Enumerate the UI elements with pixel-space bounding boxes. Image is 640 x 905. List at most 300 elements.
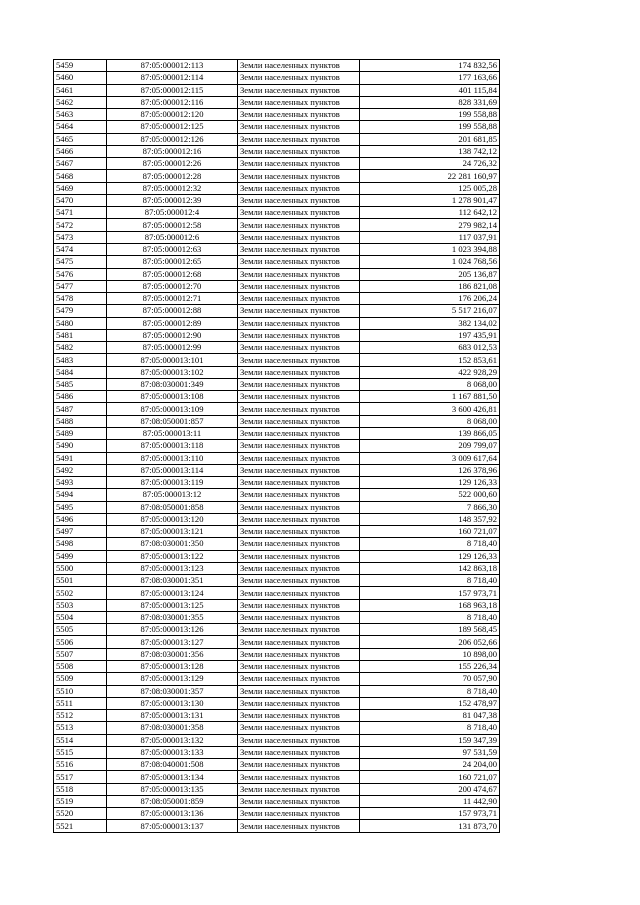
land-category-cell: Земли населенных пунктов	[238, 599, 360, 611]
land-category-cell: Земли населенных пунктов	[238, 710, 360, 722]
table-row	[54, 526, 500, 538]
table-row	[54, 808, 500, 820]
cadastral-number-cell: 87:05:000013:121	[107, 526, 238, 538]
cadastral-value-cell: 201 681,85	[360, 133, 500, 145]
land-category-cell: Земли населенных пунктов	[238, 231, 360, 243]
cadastral-value-cell: 205 136,87	[360, 268, 500, 280]
cadastral-number-cell: 87:05:000012:71	[107, 293, 238, 305]
cadastral-number-cell: 87:05:000013:109	[107, 403, 238, 415]
table-row	[54, 783, 500, 795]
table-row	[54, 329, 500, 341]
row-number-cell: 5512	[54, 710, 107, 722]
cadastral-value-cell: 189 568,45	[360, 624, 500, 636]
cadastral-number-cell: 87:05:000012:116	[107, 96, 238, 108]
table-row	[54, 133, 500, 145]
row-number-cell: 5474	[54, 243, 107, 255]
land-category-cell: Земли населенных пунктов	[238, 526, 360, 538]
land-category-cell: Земли населенных пунктов	[238, 403, 360, 415]
cadastral-value-cell: 24 204,00	[360, 759, 500, 771]
land-category-cell: Земли населенных пунктов	[238, 133, 360, 145]
cadastral-number-cell: 87:05:000012:99	[107, 342, 238, 354]
land-category-cell: Земли населенных пунктов	[238, 293, 360, 305]
cadastral-number-cell: 87:05:000012:70	[107, 280, 238, 292]
cadastral-value-cell: 70 057,90	[360, 673, 500, 685]
cadastral-value-cell: 828 331,69	[360, 96, 500, 108]
cadastral-value-cell: 683 012,53	[360, 342, 500, 354]
cadastral-value-cell: 177 163,66	[360, 72, 500, 84]
cadastral-number-cell: 87:05:000013:127	[107, 636, 238, 648]
table-row	[54, 72, 500, 84]
table-row	[54, 342, 500, 354]
table-row	[54, 734, 500, 746]
cadastral-number-cell: 87:05:000012:4	[107, 207, 238, 219]
cadastral-number-cell: 87:05:000013:124	[107, 587, 238, 599]
cadastral-value-cell: 157 973,71	[360, 587, 500, 599]
cadastral-value-cell: 159 347,39	[360, 734, 500, 746]
land-category-cell: Земли населенных пунктов	[238, 72, 360, 84]
row-number-cell: 5500	[54, 562, 107, 574]
table-row	[54, 378, 500, 390]
row-number-cell: 5461	[54, 84, 107, 96]
land-category-cell: Земли населенных пунктов	[238, 378, 360, 390]
cadastral-number-cell: 87:05:000013:134	[107, 771, 238, 783]
land-category-cell: Земли населенных пунктов	[238, 673, 360, 685]
table-row	[54, 489, 500, 501]
row-number-cell: 5516	[54, 759, 107, 771]
cadastral-value-cell: 197 435,91	[360, 329, 500, 341]
land-category-cell: Земли населенных пунктов	[238, 636, 360, 648]
cadastral-number-cell: 87:05:000012:6	[107, 231, 238, 243]
table-row	[54, 96, 500, 108]
row-number-cell: 5480	[54, 317, 107, 329]
land-category-cell: Земли населенных пунктов	[238, 452, 360, 464]
row-number-cell: 5519	[54, 795, 107, 807]
land-category-cell: Земли населенных пунктов	[238, 795, 360, 807]
land-category-cell: Земли населенных пунктов	[238, 194, 360, 206]
cadastral-value-cell: 152 853,61	[360, 354, 500, 366]
table-row	[54, 121, 500, 133]
cadastral-value-cell: 131 873,70	[360, 820, 500, 832]
row-number-cell: 5497	[54, 526, 107, 538]
row-number-cell: 5504	[54, 611, 107, 623]
row-number-cell: 5496	[54, 513, 107, 525]
cadastral-value-cell: 279 982,14	[360, 219, 500, 231]
row-number-cell: 5472	[54, 219, 107, 231]
land-category-cell: Земли населенных пунктов	[238, 624, 360, 636]
cadastral-value-cell: 8 068,00	[360, 415, 500, 427]
cadastral-number-cell: 87:05:000013:137	[107, 820, 238, 832]
cadastral-value-table	[53, 59, 500, 833]
cadastral-value-cell: 8 718,40	[360, 538, 500, 550]
cadastral-value-cell: 522 000,60	[360, 489, 500, 501]
cadastral-value-cell: 155 226,34	[360, 661, 500, 673]
cadastral-value-cell: 22 281 160,97	[360, 170, 500, 182]
table-row	[54, 611, 500, 623]
cadastral-number-cell: 87:05:000012:63	[107, 243, 238, 255]
cadastral-number-cell: 87:05:000012:114	[107, 72, 238, 84]
land-category-cell: Земли населенных пунктов	[238, 648, 360, 660]
land-category-cell: Земли населенных пунктов	[238, 501, 360, 513]
land-category-cell: Земли населенных пунктов	[238, 427, 360, 439]
land-category-cell: Земли населенных пунктов	[238, 820, 360, 832]
cadastral-number-cell: 87:05:000012:120	[107, 109, 238, 121]
row-number-cell: 5501	[54, 575, 107, 587]
table-row	[54, 710, 500, 722]
land-category-cell: Земли населенных пунктов	[238, 145, 360, 157]
table-row	[54, 513, 500, 525]
cadastral-value-cell: 129 126,33	[360, 550, 500, 562]
cadastral-number-cell: 87:05:000013:122	[107, 550, 238, 562]
cadastral-number-cell: 87:05:000012:28	[107, 170, 238, 182]
row-number-cell: 5465	[54, 133, 107, 145]
cadastral-value-cell: 112 642,12	[360, 207, 500, 219]
table-row	[54, 636, 500, 648]
table-row	[54, 464, 500, 476]
row-number-cell: 5477	[54, 280, 107, 292]
row-number-cell: 5481	[54, 329, 107, 341]
cadastral-number-cell: 87:05:000012:125	[107, 121, 238, 133]
cadastral-value-cell: 206 052,66	[360, 636, 500, 648]
land-category-cell: Земли населенных пунктов	[238, 722, 360, 734]
land-category-cell: Земли населенных пунктов	[238, 575, 360, 587]
cadastral-number-cell: 87:05:000012:58	[107, 219, 238, 231]
table-row	[54, 293, 500, 305]
land-category-cell: Земли населенных пунктов	[238, 685, 360, 697]
land-category-cell: Земли населенных пунктов	[238, 342, 360, 354]
row-number-cell: 5488	[54, 415, 107, 427]
row-number-cell: 5520	[54, 808, 107, 820]
land-category-cell: Земли населенных пунктов	[238, 746, 360, 758]
table-row	[54, 440, 500, 452]
cadastral-value-cell: 168 963,18	[360, 599, 500, 611]
land-category-cell: Земли населенных пунктов	[238, 96, 360, 108]
row-number-cell: 5476	[54, 268, 107, 280]
cadastral-value-cell: 209 799,07	[360, 440, 500, 452]
row-number-cell: 5495	[54, 501, 107, 513]
row-number-cell: 5518	[54, 783, 107, 795]
cadastral-value-cell: 125 005,28	[360, 182, 500, 194]
cadastral-number-cell: 87:08:050001:858	[107, 501, 238, 513]
cadastral-value-cell: 382 134,02	[360, 317, 500, 329]
row-number-cell: 5510	[54, 685, 107, 697]
cadastral-number-cell: 87:05:000013:101	[107, 354, 238, 366]
land-category-cell: Земли населенных пунктов	[238, 219, 360, 231]
cadastral-number-cell: 87:05:000012:113	[107, 60, 238, 72]
table-row	[54, 109, 500, 121]
cadastral-number-cell: 87:05:000012:26	[107, 158, 238, 170]
table-row	[54, 194, 500, 206]
row-number-cell: 5462	[54, 96, 107, 108]
cadastral-number-cell: 87:08:030001:356	[107, 648, 238, 660]
land-category-cell: Земли населенных пунктов	[238, 550, 360, 562]
cadastral-number-cell: 87:05:000013:102	[107, 366, 238, 378]
land-category-cell: Земли населенных пунктов	[238, 354, 360, 366]
table-row	[54, 648, 500, 660]
row-number-cell: 5505	[54, 624, 107, 636]
row-number-cell: 5469	[54, 182, 107, 194]
table-row	[54, 60, 500, 72]
cadastral-value-cell: 138 742,12	[360, 145, 500, 157]
row-number-cell: 5503	[54, 599, 107, 611]
table-row	[54, 501, 500, 513]
cadastral-value-cell: 7 866,30	[360, 501, 500, 513]
land-category-cell: Земли населенных пунктов	[238, 207, 360, 219]
cadastral-value-cell: 160 721,07	[360, 526, 500, 538]
cadastral-value-cell: 8 068,00	[360, 378, 500, 390]
table-row	[54, 182, 500, 194]
cadastral-value-cell: 152 478,97	[360, 697, 500, 709]
table-row	[54, 158, 500, 170]
cadastral-number-cell: 87:05:000013:129	[107, 673, 238, 685]
land-category-cell: Земли населенных пунктов	[238, 562, 360, 574]
cadastral-number-cell: 87:05:000012:126	[107, 133, 238, 145]
cadastral-value-cell: 3 009 617,64	[360, 452, 500, 464]
row-number-cell: 5492	[54, 464, 107, 476]
cadastral-value-cell: 24 726,32	[360, 158, 500, 170]
cadastral-value-cell: 129 126,33	[360, 477, 500, 489]
row-number-cell: 5479	[54, 305, 107, 317]
row-number-cell: 5509	[54, 673, 107, 685]
land-category-cell: Земли населенных пунктов	[238, 109, 360, 121]
cadastral-number-cell: 87:05:000013:114	[107, 464, 238, 476]
row-number-cell: 5484	[54, 366, 107, 378]
table-row	[54, 207, 500, 219]
row-number-cell: 5470	[54, 194, 107, 206]
table-row	[54, 305, 500, 317]
cadastral-number-cell: 87:08:030001:358	[107, 722, 238, 734]
cadastral-value-cell: 160 721,07	[360, 771, 500, 783]
table-row	[54, 722, 500, 734]
cadastral-value-cell: 142 863,18	[360, 562, 500, 574]
cadastral-value-cell: 1 167 881,50	[360, 391, 500, 403]
row-number-cell: 5478	[54, 293, 107, 305]
row-number-cell: 5493	[54, 477, 107, 489]
land-category-cell: Земли населенных пунктов	[238, 121, 360, 133]
cadastral-number-cell: 87:05:000013:123	[107, 562, 238, 574]
table-row	[54, 599, 500, 611]
table-row	[54, 84, 500, 96]
land-category-cell: Земли населенных пунктов	[238, 661, 360, 673]
cadastral-number-cell: 87:05:000012:32	[107, 182, 238, 194]
table-row	[54, 243, 500, 255]
land-category-cell: Земли населенных пунктов	[238, 611, 360, 623]
cadastral-number-cell: 87:05:000013:118	[107, 440, 238, 452]
cadastral-value-cell: 1 023 394,88	[360, 243, 500, 255]
table-row	[54, 317, 500, 329]
land-category-cell: Земли населенных пунктов	[238, 256, 360, 268]
cadastral-value-cell: 174 832,56	[360, 60, 500, 72]
table-body	[54, 60, 500, 833]
cadastral-number-cell: 87:08:050001:857	[107, 415, 238, 427]
row-number-cell: 5468	[54, 170, 107, 182]
land-category-cell: Земли населенных пунктов	[238, 587, 360, 599]
land-category-cell: Земли населенных пунктов	[238, 60, 360, 72]
row-number-cell: 5521	[54, 820, 107, 832]
land-category-cell: Земли населенных пунктов	[238, 366, 360, 378]
cadastral-value-cell: 422 928,29	[360, 366, 500, 378]
cadastral-number-cell: 87:05:000013:126	[107, 624, 238, 636]
cadastral-number-cell: 87:08:030001:355	[107, 611, 238, 623]
land-category-cell: Земли населенных пунктов	[238, 538, 360, 550]
table-row	[54, 562, 500, 574]
cadastral-value-cell: 401 115,84	[360, 84, 500, 96]
row-number-cell: 5464	[54, 121, 107, 133]
row-number-cell: 5459	[54, 60, 107, 72]
land-category-cell: Земли населенных пунктов	[238, 84, 360, 96]
row-number-cell: 5515	[54, 746, 107, 758]
cadastral-number-cell: 87:05:000012:68	[107, 268, 238, 280]
cadastral-value-cell: 81 047,38	[360, 710, 500, 722]
cadastral-number-cell: 87:08:030001:357	[107, 685, 238, 697]
land-category-cell: Земли населенных пунктов	[238, 280, 360, 292]
cadastral-number-cell: 87:08:030001:350	[107, 538, 238, 550]
table-row	[54, 477, 500, 489]
land-category-cell: Земли населенных пунктов	[238, 783, 360, 795]
row-number-cell: 5466	[54, 145, 107, 157]
table-row	[54, 219, 500, 231]
row-number-cell: 5487	[54, 403, 107, 415]
land-category-cell: Земли населенных пунктов	[238, 697, 360, 709]
land-category-cell: Земли населенных пунктов	[238, 268, 360, 280]
cadastral-number-cell: 87:05:000013:128	[107, 661, 238, 673]
cadastral-number-cell: 87:05:000012:89	[107, 317, 238, 329]
table-row	[54, 256, 500, 268]
cadastral-number-cell: 87:05:000012:115	[107, 84, 238, 96]
table-row	[54, 452, 500, 464]
row-number-cell: 5463	[54, 109, 107, 121]
cadastral-value-cell: 97 531,59	[360, 746, 500, 758]
cadastral-number-cell: 87:08:040001:508	[107, 759, 238, 771]
cadastral-value-cell: 199 558,88	[360, 109, 500, 121]
table-row	[54, 280, 500, 292]
land-category-cell: Земли населенных пунктов	[238, 477, 360, 489]
row-number-cell: 5475	[54, 256, 107, 268]
cadastral-value-cell: 199 558,88	[360, 121, 500, 133]
land-category-cell: Земли населенных пунктов	[238, 734, 360, 746]
cadastral-number-cell: 87:08:050001:859	[107, 795, 238, 807]
land-category-cell: Земли населенных пунктов	[238, 464, 360, 476]
cadastral-value-cell: 5 517 216,07	[360, 305, 500, 317]
row-number-cell: 5490	[54, 440, 107, 452]
land-category-cell: Земли населенных пунктов	[238, 513, 360, 525]
cadastral-value-cell: 8 718,40	[360, 575, 500, 587]
row-number-cell: 5502	[54, 587, 107, 599]
cadastral-value-cell: 8 718,40	[360, 722, 500, 734]
table-row	[54, 268, 500, 280]
cadastral-value-cell: 126 378,96	[360, 464, 500, 476]
cadastral-number-cell: 87:05:000013:119	[107, 477, 238, 489]
land-category-cell: Земли населенных пунктов	[238, 182, 360, 194]
row-number-cell: 5460	[54, 72, 107, 84]
cadastral-value-cell: 1 278 901,47	[360, 194, 500, 206]
cadastral-number-cell: 87:05:000013:120	[107, 513, 238, 525]
row-number-cell: 5485	[54, 378, 107, 390]
land-category-cell: Земли населенных пунктов	[238, 329, 360, 341]
row-number-cell: 5511	[54, 697, 107, 709]
row-number-cell: 5508	[54, 661, 107, 673]
cadastral-number-cell: 87:08:030001:351	[107, 575, 238, 587]
table-row	[54, 145, 500, 157]
cadastral-value-cell: 200 474,67	[360, 783, 500, 795]
table-row	[54, 673, 500, 685]
table-row	[54, 759, 500, 771]
cadastral-number-cell: 87:05:000013:136	[107, 808, 238, 820]
table-row	[54, 795, 500, 807]
cadastral-number-cell: 87:05:000012:88	[107, 305, 238, 317]
table-row	[54, 661, 500, 673]
table-row	[54, 366, 500, 378]
cadastral-value-cell: 11 442,90	[360, 795, 500, 807]
land-category-cell: Земли населенных пунктов	[238, 759, 360, 771]
row-number-cell: 5514	[54, 734, 107, 746]
cadastral-value-cell: 148 357,92	[360, 513, 500, 525]
cadastral-number-cell: 87:05:000013:130	[107, 697, 238, 709]
land-category-cell: Земли населенных пунктов	[238, 305, 360, 317]
table-row	[54, 624, 500, 636]
cadastral-value-cell: 1 024 768,56	[360, 256, 500, 268]
table-row	[54, 697, 500, 709]
cadastral-value-cell: 186 821,08	[360, 280, 500, 292]
row-number-cell: 5473	[54, 231, 107, 243]
cadastral-value-cell: 8 718,40	[360, 611, 500, 623]
land-category-cell: Земли населенных пунктов	[238, 391, 360, 403]
land-category-cell: Земли населенных пунктов	[238, 440, 360, 452]
table-row	[54, 231, 500, 243]
cadastral-value-cell: 3 600 426,81	[360, 403, 500, 415]
row-number-cell: 5494	[54, 489, 107, 501]
land-category-cell: Земли населенных пунктов	[238, 317, 360, 329]
cadastral-number-cell: 87:05:000012:90	[107, 329, 238, 341]
row-number-cell: 5506	[54, 636, 107, 648]
table-row	[54, 550, 500, 562]
row-number-cell: 5467	[54, 158, 107, 170]
table-row	[54, 170, 500, 182]
table-row	[54, 820, 500, 832]
table-row	[54, 746, 500, 758]
land-category-cell: Земли населенных пунктов	[238, 771, 360, 783]
table-row	[54, 587, 500, 599]
table-row	[54, 575, 500, 587]
cadastral-value-cell: 139 866,05	[360, 427, 500, 439]
cadastral-number-cell: 87:05:000013:135	[107, 783, 238, 795]
table-row	[54, 403, 500, 415]
cadastral-number-cell: 87:05:000013:131	[107, 710, 238, 722]
row-number-cell: 5471	[54, 207, 107, 219]
land-category-cell: Земли населенных пунктов	[238, 489, 360, 501]
row-number-cell: 5482	[54, 342, 107, 354]
cadastral-value-cell: 8 718,40	[360, 685, 500, 697]
cadastral-number-cell: 87:05:000013:11	[107, 427, 238, 439]
table-row	[54, 538, 500, 550]
cadastral-number-cell: 87:05:000012:65	[107, 256, 238, 268]
cadastral-number-cell: 87:05:000013:108	[107, 391, 238, 403]
table-row	[54, 427, 500, 439]
cadastral-number-cell: 87:05:000013:133	[107, 746, 238, 758]
cadastral-number-cell: 87:05:000013:132	[107, 734, 238, 746]
cadastral-value-cell: 157 973,71	[360, 808, 500, 820]
cadastral-number-cell: 87:08:030001:349	[107, 378, 238, 390]
table-row	[54, 354, 500, 366]
row-number-cell: 5486	[54, 391, 107, 403]
cadastral-value-cell: 176 206,24	[360, 293, 500, 305]
land-category-cell: Земли населенных пунктов	[238, 158, 360, 170]
cadastral-number-cell: 87:05:000013:125	[107, 599, 238, 611]
land-category-cell: Земли населенных пунктов	[238, 415, 360, 427]
row-number-cell: 5491	[54, 452, 107, 464]
table-row	[54, 685, 500, 697]
land-category-cell: Земли населенных пунктов	[238, 808, 360, 820]
land-category-cell: Земли населенных пунктов	[238, 170, 360, 182]
